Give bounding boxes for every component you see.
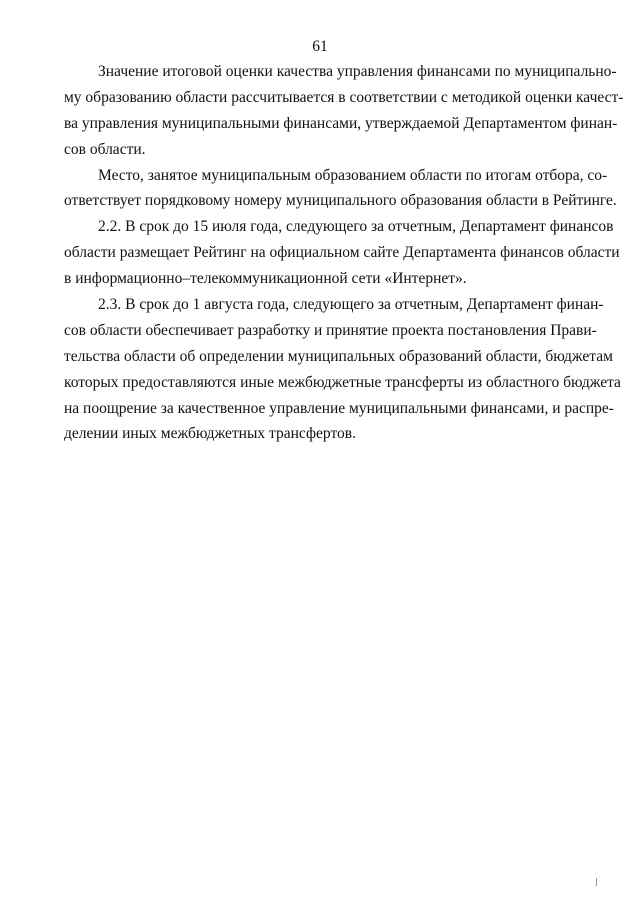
scan-margin-mark [596,878,597,886]
text-line: на поощрение за качественное управление муниципальными финансами, и распре- [64,399,614,417]
text-line: Значение итоговой оценки качества управления финансами по муниципально- [98,63,617,80]
text-line: делении иных межбюджетных трансфертов. [64,425,356,443]
text-line: тельства области об определении муниципальных образований области, бюджетам [64,347,613,365]
document-body [64,59,624,447]
text-line: му образованию области рассчитывается в соответствии с методикой оценки качест- [64,88,624,106]
text-line: ответствует порядковому номеру муниципального образования области в Рейтинге. [64,192,617,210]
text-line: области размещает Рейтинг на официальном сайте Департамента финансов области [64,244,620,262]
text-line: которых предоставляются иные межбюджетные трансферты из областного бюджета [64,373,621,391]
page-number: 61 [312,38,328,55]
paragraph-rating-value [64,59,624,163]
text-line: Место, занятое муниципальным образованием области по итогам отбора, со- [98,166,608,184]
text-line: сов области. [64,140,146,158]
text-line: сов области обеспечивает разработку и принятие проекта постановления Прави- [64,321,597,339]
text-line: 2.3. В срок до 1 августа года, следующего за отчетным, Департамент финан- [98,296,604,314]
paragraph-2-2 [64,214,620,292]
paragraph-rating-place [64,163,617,215]
text-line: 2.2. В срок до 15 июля года, следующего за отчетным, Департамент финансов [98,218,614,236]
paragraph-2-3 [64,292,621,447]
text-line: ва управления муниципальными финансами, утверждаемой Департаментом финан- [64,114,618,132]
text-line: в информационно–телекоммуникационной сети «Интернет». [64,270,467,288]
